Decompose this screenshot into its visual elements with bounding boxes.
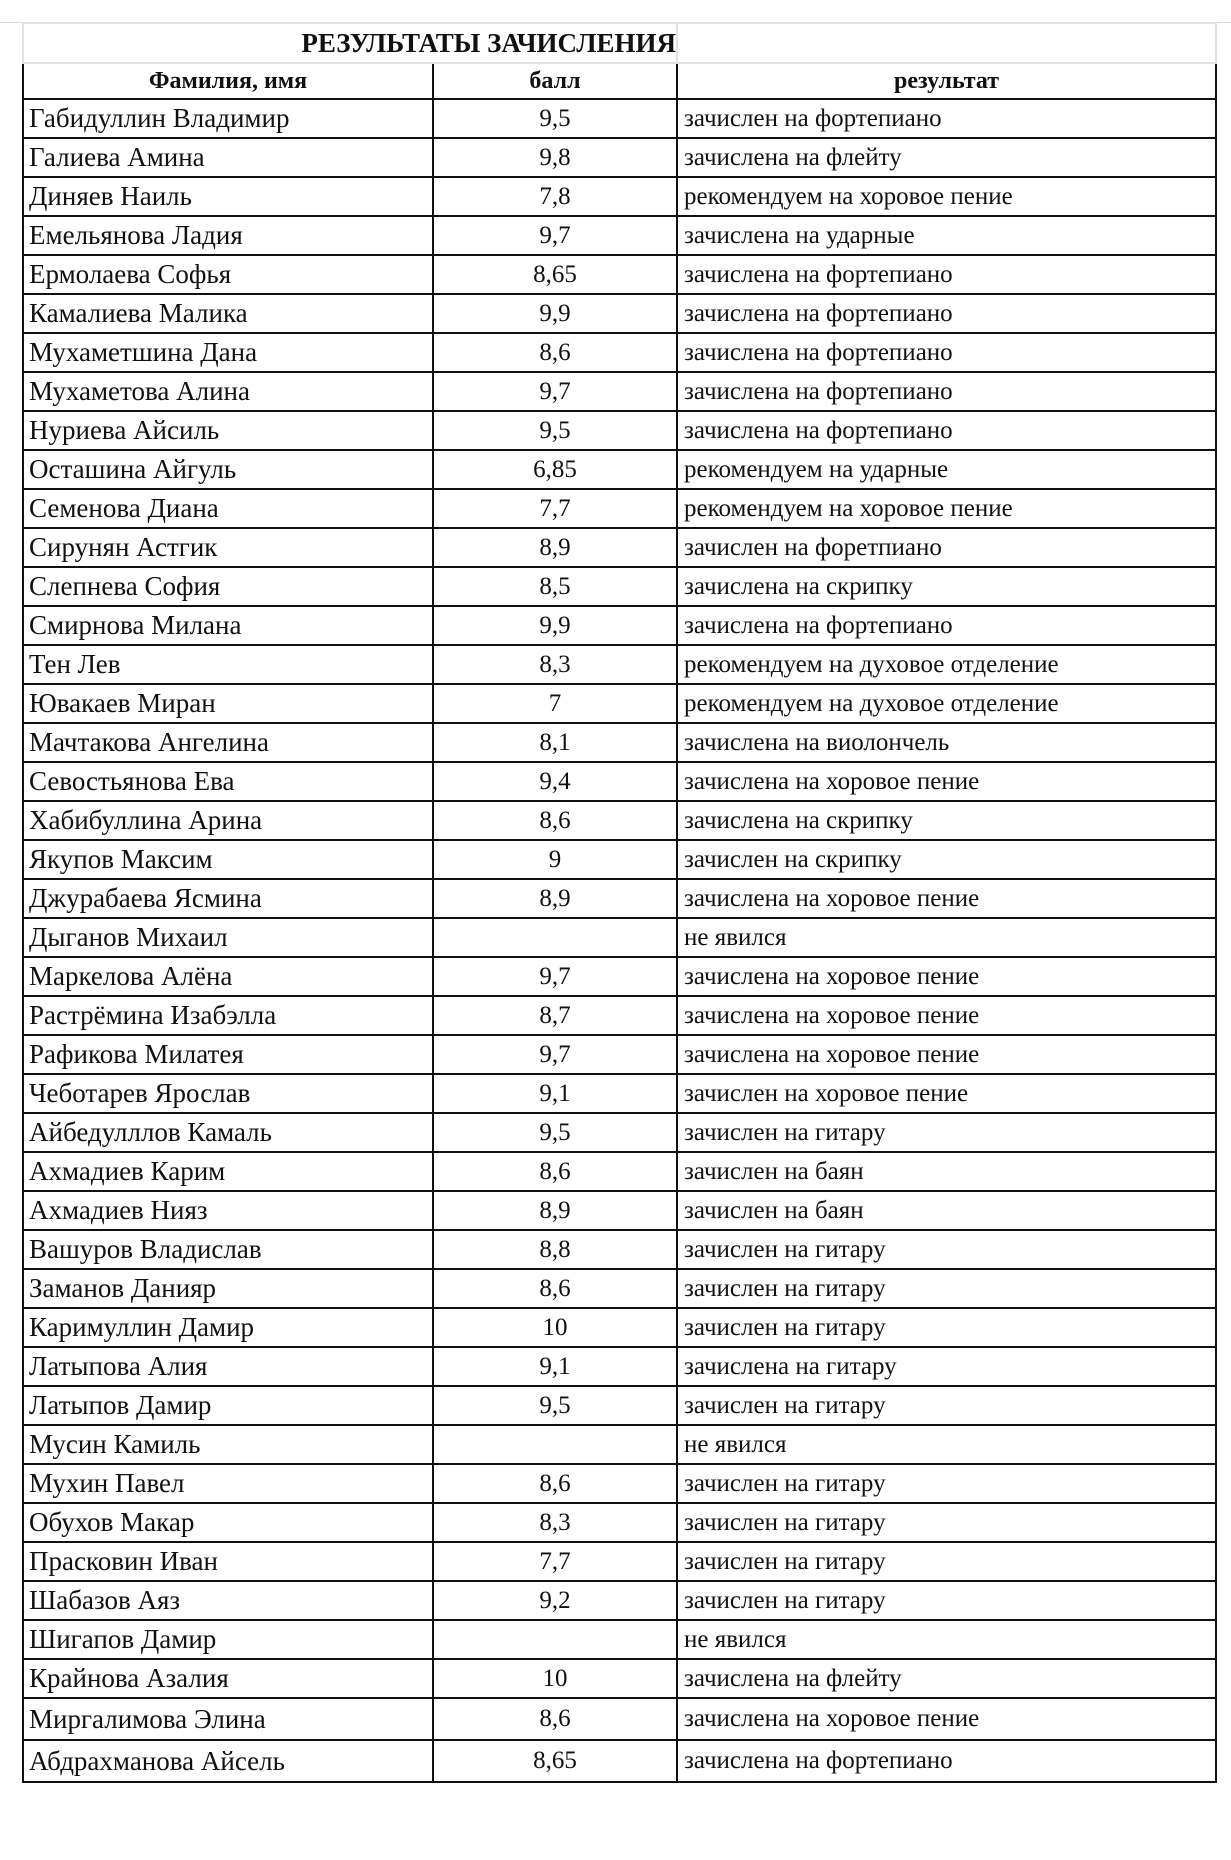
table-row <box>23 1659 1216 1698</box>
cell-result: зачислена на флейту <box>677 138 1216 177</box>
table-body <box>23 99 1216 1782</box>
table-row <box>23 606 1216 645</box>
cell-score: 8,3 <box>433 645 677 684</box>
cell-result: зачислена на фортепиано <box>677 333 1216 372</box>
cell-score: 8,65 <box>433 1740 677 1782</box>
cell-result: зачислен на гитару <box>677 1581 1216 1620</box>
cell-result: зачислена на виолончель <box>677 723 1216 762</box>
table-row <box>23 1581 1216 1620</box>
cell-name: Семенова Диана <box>23 489 433 528</box>
cell-score <box>433 1425 677 1464</box>
cell-result: зачислена на гитару <box>677 1347 1216 1386</box>
table-row <box>23 1464 1216 1503</box>
cell-result: зачислен на гитару <box>677 1230 1216 1269</box>
cell-name: Хабибуллина Арина <box>23 801 433 840</box>
cell-name: Габидуллин Владимир <box>23 99 433 138</box>
cell-score: 8,6 <box>433 1698 677 1740</box>
cell-score: 7 <box>433 684 677 723</box>
header-row <box>23 63 1216 99</box>
table-row <box>23 1035 1216 1074</box>
table-row <box>23 1074 1216 1113</box>
cell-name: Емельянова Ладия <box>23 216 433 255</box>
table-row <box>23 645 1216 684</box>
cell-name: Айбедулллов Камаль <box>23 1113 433 1152</box>
table-row <box>23 294 1216 333</box>
cell-result: зачислен на гитару <box>677 1464 1216 1503</box>
cell-name: Мухаметшина Дана <box>23 333 433 372</box>
table-row <box>23 138 1216 177</box>
cell-score: 8,65 <box>433 255 677 294</box>
cell-score: 9,2 <box>433 1581 677 1620</box>
cell-result: рекомендуем на хоровое пение <box>677 489 1216 528</box>
table-row <box>23 567 1216 606</box>
cell-name: Мухаметова Алина <box>23 372 433 411</box>
cell-name: Латыпов Дамир <box>23 1386 433 1425</box>
cell-result: зачислен на баян <box>677 1152 1216 1191</box>
table-row <box>23 723 1216 762</box>
cell-result: зачислен на гитару <box>677 1113 1216 1152</box>
cell-score: 9,5 <box>433 99 677 138</box>
cell-result: зачислена на фортепиано <box>677 606 1216 645</box>
cell-name: Крайнова Азалия <box>23 1659 433 1698</box>
table-row <box>23 840 1216 879</box>
cell-result: зачислена на хоровое пение <box>677 879 1216 918</box>
cell-result: зачислен на гитару <box>677 1503 1216 1542</box>
cell-score: 9,1 <box>433 1074 677 1113</box>
title-empty-cell <box>677 23 1216 63</box>
cell-name: Слепнева София <box>23 567 433 606</box>
cell-score: 9,5 <box>433 411 677 450</box>
cell-result: зачислена на фортепиано <box>677 294 1216 333</box>
cell-score: 10 <box>433 1308 677 1347</box>
table-row <box>23 1620 1216 1659</box>
cell-name: Нуриева Айсиль <box>23 411 433 450</box>
cell-score: 8,1 <box>433 723 677 762</box>
cell-score: 9,4 <box>433 762 677 801</box>
cell-score: 8,6 <box>433 1269 677 1308</box>
title-row <box>23 23 1216 63</box>
cell-result: зачислена на хоровое пение <box>677 1698 1216 1740</box>
cell-score: 8,5 <box>433 567 677 606</box>
cell-score: 7,7 <box>433 1542 677 1581</box>
cell-score: 8,6 <box>433 333 677 372</box>
table-row <box>23 957 1216 996</box>
cell-score: 8,9 <box>433 1191 677 1230</box>
cell-result: зачислена на фортепиано <box>677 372 1216 411</box>
cell-score: 9 <box>433 840 677 879</box>
cell-score: 7,8 <box>433 177 677 216</box>
cell-name: Севостьянова Ева <box>23 762 433 801</box>
cell-name: Рафикова Милатея <box>23 1035 433 1074</box>
table-row <box>23 99 1216 138</box>
table-row <box>23 489 1216 528</box>
table-row <box>23 1347 1216 1386</box>
cell-result: рекомендуем на ударные <box>677 450 1216 489</box>
cell-name: Обухов Макар <box>23 1503 433 1542</box>
cell-name: Вашуров Владислав <box>23 1230 433 1269</box>
table-row <box>23 1230 1216 1269</box>
cell-name: Прасковин Иван <box>23 1542 433 1581</box>
table-row <box>23 1113 1216 1152</box>
cell-score: 8,8 <box>433 1230 677 1269</box>
table-row <box>23 1152 1216 1191</box>
cell-name: Заманов Данияр <box>23 1269 433 1308</box>
column-header-result: результат <box>677 63 1216 99</box>
cell-score: 8,6 <box>433 1152 677 1191</box>
table-row <box>23 1503 1216 1542</box>
cell-result: зачислена на скрипку <box>677 567 1216 606</box>
cell-name: Тен Лев <box>23 645 433 684</box>
table-row <box>23 1308 1216 1347</box>
table-row <box>23 996 1216 1035</box>
table-row <box>23 450 1216 489</box>
cell-result: зачислена на фортепиано <box>677 255 1216 294</box>
cell-result: зачислен на хоровое пение <box>677 1074 1216 1113</box>
cell-result: зачислен на гитару <box>677 1542 1216 1581</box>
cell-score: 8,7 <box>433 996 677 1035</box>
cell-name: Абдрахманова Айсель <box>23 1740 433 1782</box>
cell-score: 6,85 <box>433 450 677 489</box>
cell-result: зачислен на гитару <box>677 1269 1216 1308</box>
cell-result: зачислена на скрипку <box>677 801 1216 840</box>
table-row <box>23 879 1216 918</box>
cell-result: зачислен на форетпиано <box>677 528 1216 567</box>
cell-result: не явился <box>677 1425 1216 1464</box>
cell-score: 8,3 <box>433 1503 677 1542</box>
cell-score <box>433 1620 677 1659</box>
table-row <box>23 1269 1216 1308</box>
cell-score: 9,8 <box>433 138 677 177</box>
cell-name: Растрёмина Изабэлла <box>23 996 433 1035</box>
table-row <box>23 372 1216 411</box>
table-row <box>23 762 1216 801</box>
cell-name: Мусин Камиль <box>23 1425 433 1464</box>
cell-result: зачислен на гитару <box>677 1386 1216 1425</box>
table-row <box>23 1191 1216 1230</box>
cell-result: зачислен на фортепиано <box>677 99 1216 138</box>
cell-result: зачислена на хоровое пение <box>677 1035 1216 1074</box>
table-row <box>23 684 1216 723</box>
cell-name: Латыпова Алия <box>23 1347 433 1386</box>
cell-result: зачислен на гитару <box>677 1308 1216 1347</box>
cell-name: Якупов Максим <box>23 840 433 879</box>
table-row <box>23 1698 1216 1740</box>
cell-name: Шабазов Аяз <box>23 1581 433 1620</box>
cell-score: 10 <box>433 1659 677 1698</box>
cell-name: Сирунян Астгик <box>23 528 433 567</box>
cell-name: Галиева Амина <box>23 138 433 177</box>
cell-score: 9,5 <box>433 1386 677 1425</box>
cell-name: Осташина Айгуль <box>23 450 433 489</box>
cell-name: Смирнова Милана <box>23 606 433 645</box>
cell-name: Дыганов Михаил <box>23 918 433 957</box>
cell-result: не явился <box>677 918 1216 957</box>
cell-result: зачислен на баян <box>677 1191 1216 1230</box>
cell-name: Маркелова Алёна <box>23 957 433 996</box>
cell-score: 9,9 <box>433 294 677 333</box>
cell-result: рекомендуем на духовое отделение <box>677 645 1216 684</box>
cell-result: рекомендуем на духовое отделение <box>677 684 1216 723</box>
cell-score <box>433 918 677 957</box>
cell-score: 9,1 <box>433 1347 677 1386</box>
cell-name: Шигапов Дамир <box>23 1620 433 1659</box>
cell-name: Чеботарев Ярослав <box>23 1074 433 1113</box>
table-row <box>23 801 1216 840</box>
cell-score: 9,7 <box>433 372 677 411</box>
table-row <box>23 255 1216 294</box>
cell-score: 9,5 <box>433 1113 677 1152</box>
cell-score: 8,9 <box>433 879 677 918</box>
table-row <box>23 1740 1216 1782</box>
cell-score: 9,7 <box>433 957 677 996</box>
cell-result: зачислен на скрипку <box>677 840 1216 879</box>
table-row <box>23 1386 1216 1425</box>
cell-result: зачислена на ударные <box>677 216 1216 255</box>
cell-name: Ермолаева Софья <box>23 255 433 294</box>
cell-score: 9,7 <box>433 1035 677 1074</box>
table-row <box>23 918 1216 957</box>
cell-score: 9,9 <box>433 606 677 645</box>
cell-result: зачислена на флейту <box>677 1659 1216 1698</box>
cell-result: рекомендуем на хоровое пение <box>677 177 1216 216</box>
cell-result: зачислена на фортепиано <box>677 411 1216 450</box>
page-title-text: РЕЗУЛЬТАТЫ ЗАЧИСЛЕНИЯ <box>301 27 676 58</box>
cell-name: Диняев Наиль <box>23 177 433 216</box>
table-row <box>23 333 1216 372</box>
cell-name: Ахмадиев Нияз <box>23 1191 433 1230</box>
table-row <box>23 411 1216 450</box>
results-table <box>22 22 1217 1783</box>
cell-name: Ювакаев Миран <box>23 684 433 723</box>
cell-score: 8,6 <box>433 1464 677 1503</box>
table-row <box>23 177 1216 216</box>
cell-name: Ахмадиев Карим <box>23 1152 433 1191</box>
table-row <box>23 1542 1216 1581</box>
column-header-score: балл <box>433 63 677 99</box>
table-row <box>23 1425 1216 1464</box>
cell-score: 8,9 <box>433 528 677 567</box>
cell-name: Мачтакова Ангелина <box>23 723 433 762</box>
cell-name: Миргалимова Элина <box>23 1698 433 1740</box>
cell-result: зачислена на хоровое пение <box>677 957 1216 996</box>
cell-name: Камалиева Малика <box>23 294 433 333</box>
table-row <box>23 528 1216 567</box>
table-row <box>23 216 1216 255</box>
column-header-name: Фамилия, имя <box>23 63 433 99</box>
cell-name: Мухин Павел <box>23 1464 433 1503</box>
cell-result: зачислена на хоровое пение <box>677 996 1216 1035</box>
cell-result: зачислена на хоровое пение <box>677 762 1216 801</box>
cell-name: Каримуллин Дамир <box>23 1308 433 1347</box>
cell-score: 9,7 <box>433 216 677 255</box>
cell-result: зачислена на фортепиано <box>677 1740 1216 1782</box>
cell-score: 7,7 <box>433 489 677 528</box>
page-title <box>23 23 677 63</box>
cell-name: Джурабаева Ясмина <box>23 879 433 918</box>
cell-result: не явился <box>677 1620 1216 1659</box>
top-gridline <box>0 0 1231 23</box>
cell-score: 8,6 <box>433 801 677 840</box>
